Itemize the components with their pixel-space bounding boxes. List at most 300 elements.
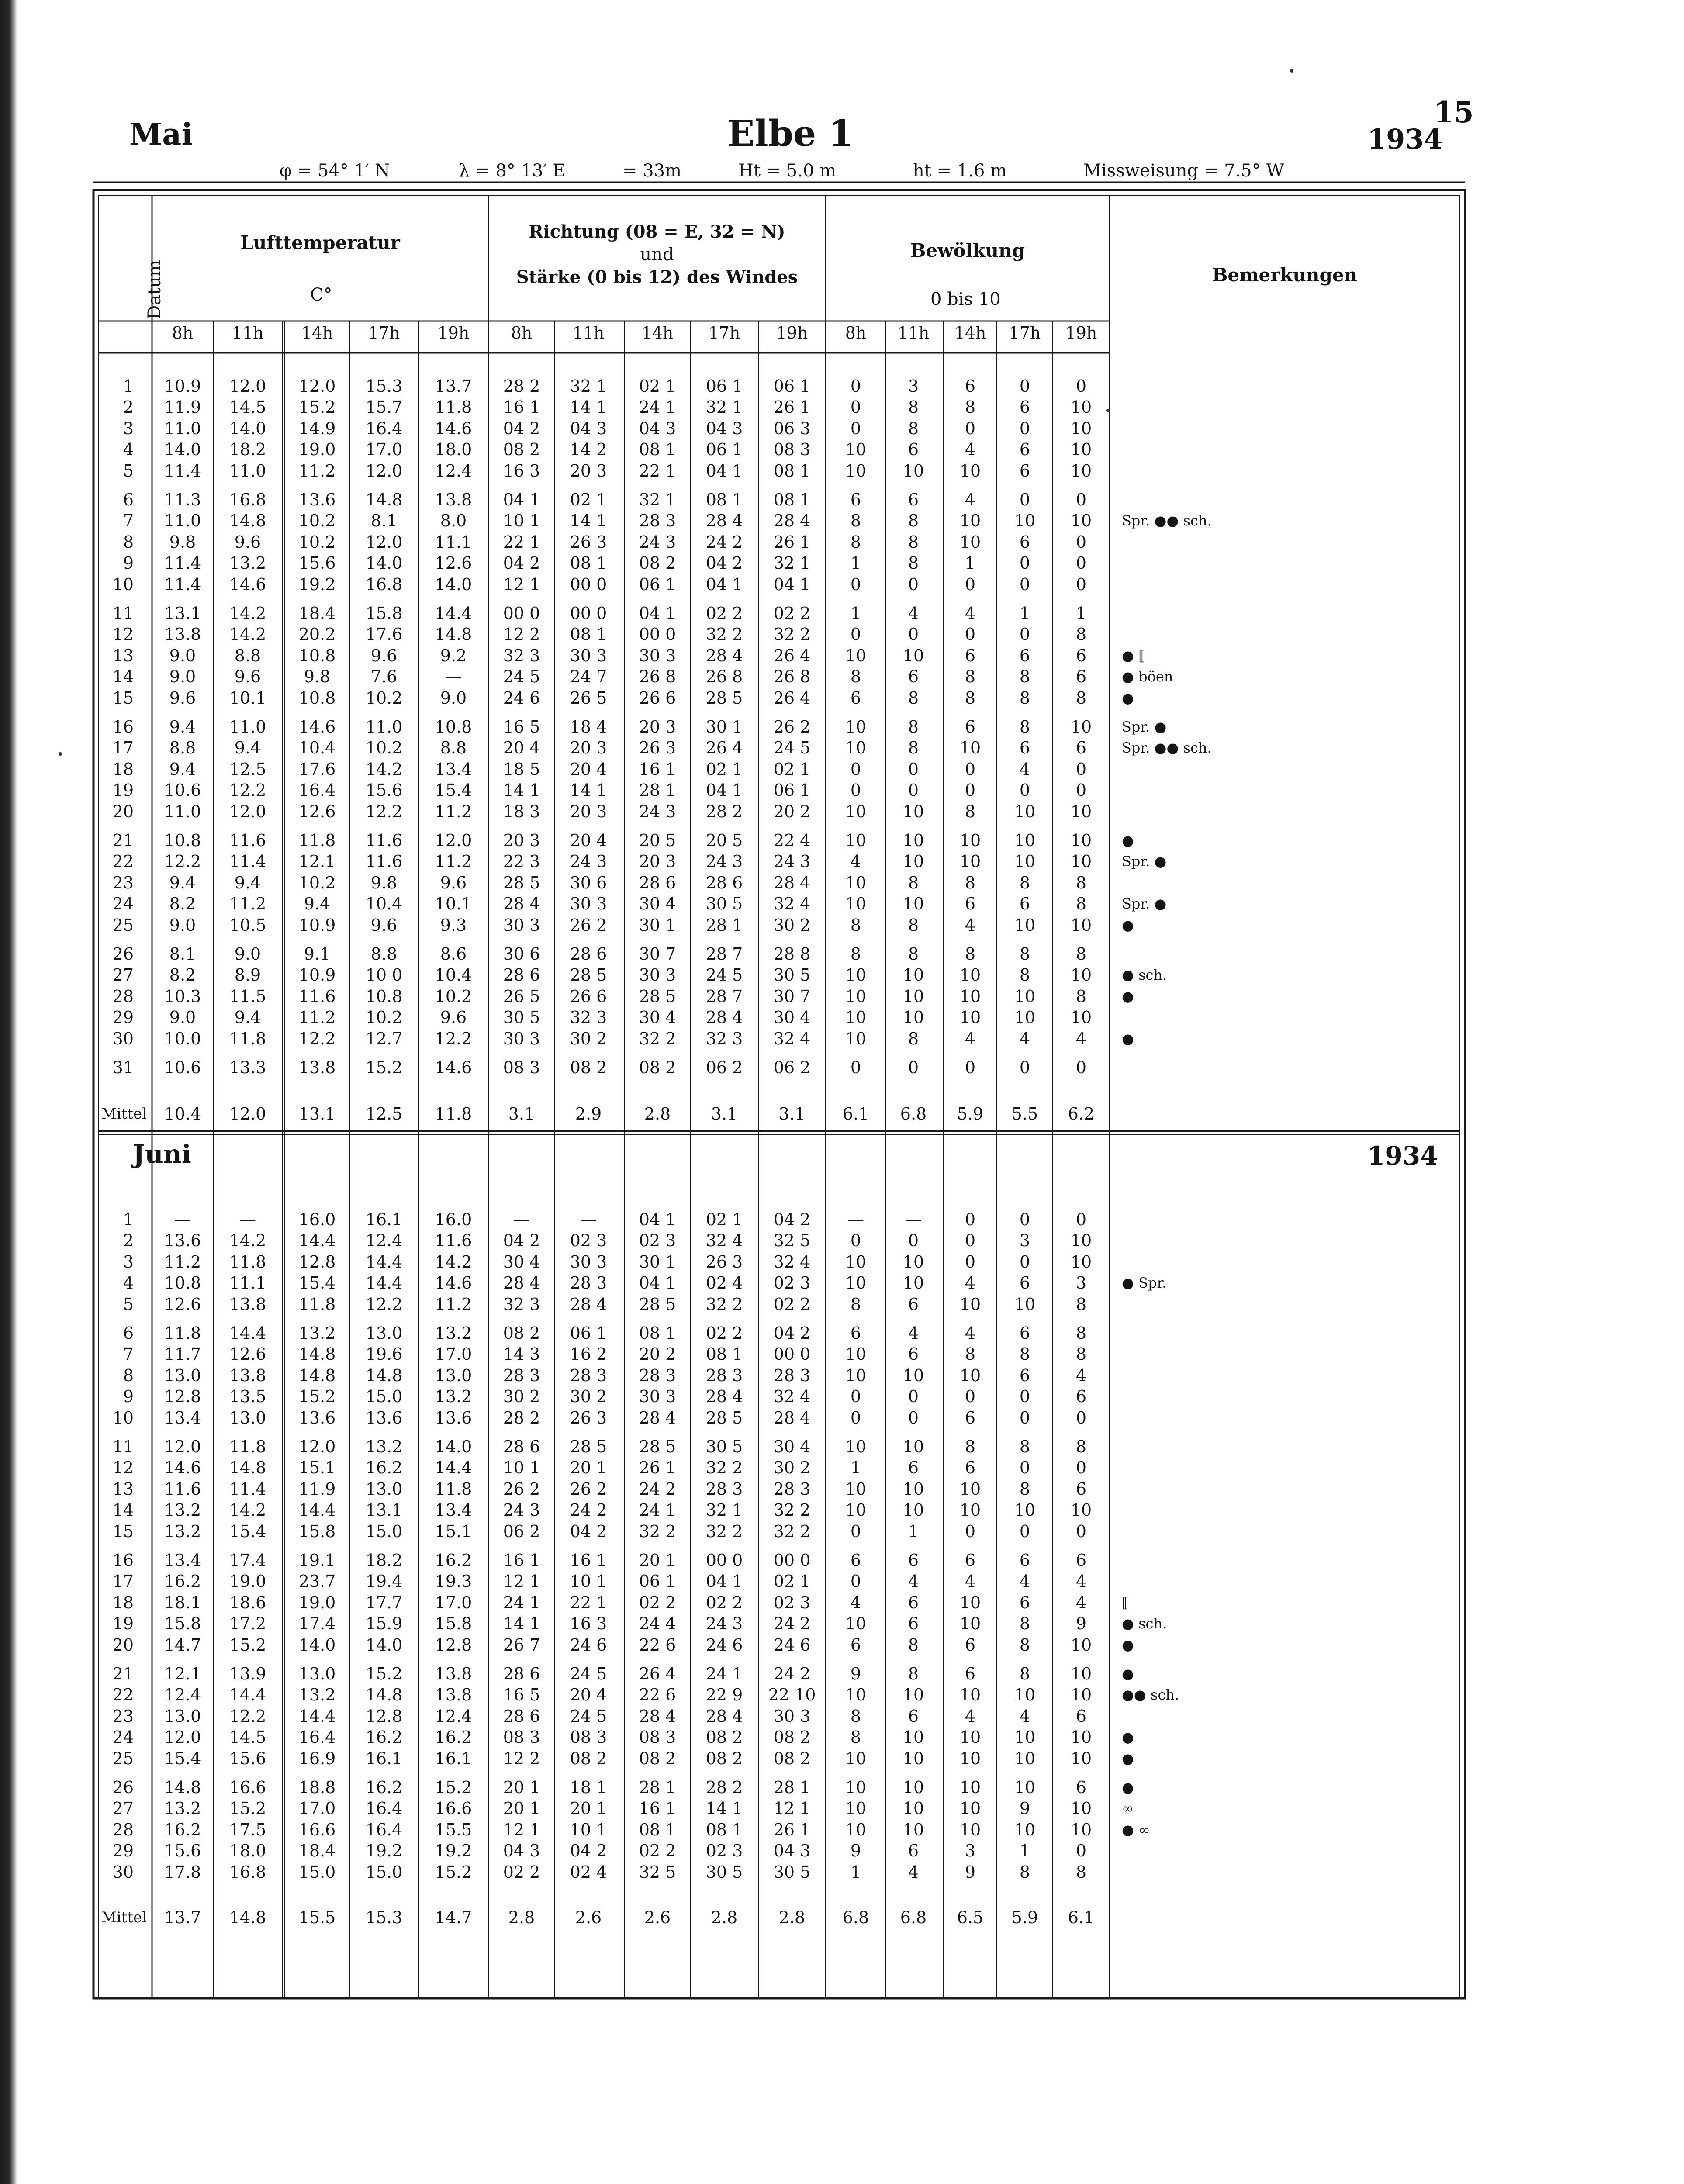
remark: ● bbox=[1122, 988, 1134, 1005]
datum-header: Datum bbox=[145, 260, 165, 319]
temp-8h: 13.4 bbox=[164, 1408, 201, 1427]
day-number: 3 bbox=[123, 418, 134, 438]
temp-17h: 16.2 bbox=[365, 1458, 403, 1478]
cloud-8h: 1 bbox=[850, 604, 861, 623]
wind-11h: 04 3 bbox=[570, 418, 607, 438]
cloud-8h: 0 bbox=[850, 1408, 861, 1427]
cloud-8h: 8 bbox=[850, 944, 861, 964]
cloud-8h: 0 bbox=[850, 1231, 861, 1251]
cloud-11h: 8 bbox=[908, 717, 919, 736]
wind-14h: 32 2 bbox=[639, 1521, 676, 1541]
cloud-17h: 10 bbox=[1014, 986, 1036, 1006]
temp-14h: 10.4 bbox=[298, 738, 336, 758]
cloud-8h: 10 bbox=[845, 1344, 867, 1364]
temp-11h: 9.4 bbox=[234, 1008, 261, 1027]
wind-19h: 08 2 bbox=[773, 1728, 811, 1747]
wind-11h: 16 1 bbox=[570, 1551, 607, 1570]
temp-8h: 11.4 bbox=[164, 574, 201, 594]
cloud-19h: 0 bbox=[1075, 1521, 1087, 1541]
wind-11h: 20 1 bbox=[570, 1458, 607, 1478]
day-number: 8 bbox=[123, 532, 134, 552]
wind-8h: 14 1 bbox=[503, 781, 540, 800]
wind-19h: 32 1 bbox=[773, 553, 811, 573]
mittel-cloud-14h: 5.9 bbox=[957, 1104, 984, 1123]
cloud-17h: 8 bbox=[1019, 873, 1030, 892]
wind-11h: 00 0 bbox=[570, 574, 607, 594]
day-number: 15 bbox=[112, 1521, 134, 1541]
cloud-11h: 6 bbox=[908, 1614, 919, 1634]
hour-header: 8h bbox=[172, 323, 194, 342]
wind-8h: 28 3 bbox=[503, 1365, 540, 1385]
cloud-14h: 8 bbox=[965, 688, 976, 708]
cloud-8h: 10 bbox=[845, 1029, 867, 1048]
cloud-8h: 8 bbox=[850, 1706, 861, 1726]
wind-8h: 02 2 bbox=[503, 1862, 540, 1882]
temp-14h: 15.6 bbox=[298, 553, 336, 573]
wind-17h: 02 2 bbox=[705, 1593, 743, 1612]
cloud-17h: 10 bbox=[1014, 802, 1036, 821]
cloud-19h: 0 bbox=[1075, 553, 1087, 573]
day-number: 7 bbox=[123, 511, 134, 531]
remark: ∞ bbox=[1122, 1800, 1134, 1817]
thermometer-height: ht = 1.6 m bbox=[913, 161, 1007, 181]
wind-19h: 28 4 bbox=[773, 1408, 811, 1427]
wind-8h: 22 3 bbox=[503, 852, 540, 871]
temp-11h: 9.4 bbox=[234, 873, 261, 892]
temp-11h: 18.0 bbox=[229, 1841, 266, 1861]
cloud-14h: 4 bbox=[965, 1029, 976, 1048]
temp-19h: 11.6 bbox=[435, 1231, 472, 1251]
cloud-8h: 6 bbox=[850, 1324, 861, 1343]
temp-8h: 13.8 bbox=[164, 625, 201, 644]
wind-8h: 28 4 bbox=[503, 894, 540, 914]
cloud-11h: 8 bbox=[908, 553, 919, 573]
cloud-8h: 9 bbox=[850, 1664, 861, 1683]
remark: ● bbox=[1122, 1729, 1134, 1746]
cloud-8h: 10 bbox=[845, 1799, 867, 1818]
cloud-19h: 10 bbox=[1070, 1252, 1092, 1272]
temp-17h: 13.6 bbox=[365, 1408, 403, 1427]
temp-14h: 13.6 bbox=[298, 1408, 336, 1427]
wind-14h: 30 4 bbox=[639, 894, 676, 914]
page-speck bbox=[1290, 69, 1293, 73]
temp-8h: 9.6 bbox=[169, 688, 196, 708]
wind-17h: 04 2 bbox=[705, 553, 743, 573]
wind-19h: 32 2 bbox=[773, 625, 811, 644]
wind-17h: 32 3 bbox=[705, 1029, 743, 1048]
temp-8h: 13.4 bbox=[164, 1551, 201, 1570]
temp-19h: 14.0 bbox=[435, 574, 472, 594]
wind-8h: 04 3 bbox=[503, 1841, 540, 1861]
temp-11h: 14.5 bbox=[229, 1728, 266, 1747]
wind-19h: 32 4 bbox=[773, 1387, 811, 1406]
cloud-14h: 6 bbox=[965, 1664, 976, 1683]
mittel-wind-8h: 3.1 bbox=[508, 1104, 535, 1123]
cloud-8h: 0 bbox=[850, 1521, 861, 1541]
temp-14h: 11.2 bbox=[298, 1008, 336, 1027]
cloud-8h: 10 bbox=[845, 1273, 867, 1293]
wind-19h: 28 3 bbox=[773, 1479, 811, 1499]
temp-19h: 11.8 bbox=[435, 397, 472, 417]
wind-14h: 16 1 bbox=[639, 1799, 676, 1818]
wind-19h: 24 5 bbox=[773, 738, 811, 758]
cloud-14h: 10 bbox=[959, 965, 981, 985]
cloud-19h: 6 bbox=[1075, 1551, 1087, 1570]
day-number: 28 bbox=[112, 986, 134, 1006]
wind-8h: 26 5 bbox=[503, 986, 540, 1006]
wind-14h: 28 4 bbox=[639, 1408, 676, 1427]
cloud-14h: 10 bbox=[959, 1479, 981, 1499]
day-number: 7 bbox=[123, 1344, 134, 1364]
cloud-19h: 6 bbox=[1075, 1479, 1087, 1499]
temp-11h: 14.4 bbox=[229, 1324, 266, 1343]
wind-17h: 00 0 bbox=[705, 1551, 743, 1570]
wind-8h: 30 5 bbox=[503, 1008, 540, 1027]
wind-17h: 02 2 bbox=[705, 1324, 743, 1343]
temp-11h: 12.6 bbox=[229, 1344, 266, 1364]
cloud-19h: 8 bbox=[1075, 1294, 1087, 1314]
cloud-8h: 0 bbox=[850, 1387, 861, 1406]
temp-17h: 12.2 bbox=[365, 802, 403, 821]
cloud-17h: 8 bbox=[1019, 1437, 1030, 1456]
cloud-19h: 10 bbox=[1070, 1728, 1092, 1747]
wind-11h: 32 1 bbox=[570, 377, 607, 396]
temp-11h: 13.2 bbox=[229, 553, 266, 573]
temp-11h: 11.8 bbox=[229, 1437, 266, 1456]
temp-17h: 14.2 bbox=[365, 759, 403, 779]
wind-8h: 28 6 bbox=[503, 1706, 540, 1726]
cloud-19h: 10 bbox=[1070, 1008, 1092, 1027]
wind-8h: 30 3 bbox=[503, 1029, 540, 1048]
cloud-14h: 10 bbox=[959, 831, 981, 850]
day-number: 17 bbox=[112, 1572, 134, 1591]
day-number: 3 bbox=[123, 1252, 134, 1272]
longitude: λ = 8° 13′ E bbox=[459, 161, 566, 181]
wind-17h: 02 2 bbox=[705, 604, 743, 623]
wind-direction-label: Richtung (08 = E, 32 = N) bbox=[529, 221, 785, 242]
wind-14h: 26 8 bbox=[639, 667, 676, 687]
day-number: 5 bbox=[123, 461, 134, 480]
hour-header: 19h bbox=[1065, 323, 1097, 342]
cloud-17h: 10 bbox=[1014, 511, 1036, 531]
wind-17h: 28 1 bbox=[705, 915, 743, 935]
temp-19h: 13.0 bbox=[435, 1365, 472, 1385]
remark: ● bbox=[1122, 1666, 1134, 1682]
wind-19h: 04 1 bbox=[773, 574, 811, 594]
wind-11h: 06 1 bbox=[570, 1324, 607, 1343]
wind-11h: 30 3 bbox=[570, 1252, 607, 1272]
temp-8h: 14.8 bbox=[164, 1778, 201, 1797]
wind-11h: 30 2 bbox=[570, 1387, 607, 1406]
day-number: 24 bbox=[112, 894, 134, 914]
wind-11h: 20 1 bbox=[570, 1799, 607, 1818]
cloud-14h: 8 bbox=[965, 397, 976, 417]
day-number: 19 bbox=[112, 781, 134, 800]
wind-19h: 28 8 bbox=[773, 944, 811, 964]
cloud-19h: 6 bbox=[1075, 1778, 1087, 1797]
day-number: 19 bbox=[112, 1614, 134, 1634]
wind-17h: 28 7 bbox=[705, 986, 743, 1006]
cloud-8h: 10 bbox=[845, 440, 867, 460]
wind-14h: 06 1 bbox=[639, 574, 676, 594]
cloud-8h: 10 bbox=[845, 1365, 867, 1385]
cloud-17h: 10 bbox=[1014, 1728, 1036, 1747]
wind-8h: 12 2 bbox=[503, 1749, 540, 1768]
wind-19h: 32 5 bbox=[773, 1231, 811, 1251]
hour-header: 8h bbox=[511, 323, 533, 342]
wind-11h: 20 4 bbox=[570, 759, 607, 779]
remark: ●● sch. bbox=[1122, 1686, 1179, 1704]
wind-11h: 00 0 bbox=[570, 604, 607, 623]
cloud-19h: 10 bbox=[1070, 831, 1092, 850]
wind-14h: 08 2 bbox=[639, 1058, 676, 1077]
temp-14h: 10.8 bbox=[298, 646, 336, 665]
wind-8h: 20 1 bbox=[503, 1778, 540, 1797]
wind-19h: 04 3 bbox=[773, 1841, 811, 1861]
temp-17h: 15.7 bbox=[365, 397, 403, 417]
cloud-19h: 10 bbox=[1070, 461, 1092, 480]
wind-8h: 32 3 bbox=[503, 1294, 540, 1314]
temp-17h: 17.7 bbox=[365, 1593, 403, 1612]
mittel-cloud-19h: 6.1 bbox=[1068, 1908, 1095, 1927]
wind-17h: 32 2 bbox=[705, 1458, 743, 1478]
wind-17h: 28 5 bbox=[705, 1408, 743, 1427]
wind-8h: 10 1 bbox=[503, 511, 540, 531]
remark: ● bbox=[1122, 689, 1134, 706]
wind-17h: 32 1 bbox=[705, 1500, 743, 1520]
wind-19h: 26 1 bbox=[773, 532, 811, 552]
cloud-17h: 8 bbox=[1019, 1344, 1030, 1364]
cloud-19h: 8 bbox=[1075, 688, 1087, 708]
temp-11h: 18.6 bbox=[229, 1593, 266, 1612]
temp-19h: 16.2 bbox=[435, 1728, 472, 1747]
cloud-14h: 6 bbox=[965, 894, 976, 914]
day-number: 12 bbox=[112, 625, 134, 644]
page-speck bbox=[1106, 409, 1110, 412]
cloud-8h: 6 bbox=[850, 1635, 861, 1655]
cloud-17h: 0 bbox=[1019, 553, 1030, 573]
temp-17h: 9.6 bbox=[370, 915, 398, 935]
day-number: 14 bbox=[112, 1500, 134, 1520]
hour-header: 14h bbox=[301, 323, 333, 342]
cloud-19h: 8 bbox=[1075, 1437, 1087, 1456]
mittel-temp-17h: 15.3 bbox=[365, 1908, 403, 1927]
mittel-cloud-17h: 5.5 bbox=[1011, 1104, 1038, 1123]
temp-17h: 18.2 bbox=[365, 1551, 403, 1570]
temp-11h: 17.2 bbox=[229, 1614, 266, 1634]
cloud-11h: 10 bbox=[903, 1500, 924, 1520]
mittel-cloud-19h: 6.2 bbox=[1068, 1104, 1095, 1123]
mittel-temp-17h: 12.5 bbox=[365, 1104, 403, 1123]
year-may: 1934 bbox=[1367, 123, 1443, 155]
wind-19h: 28 4 bbox=[773, 873, 811, 892]
wind-19h: 02 3 bbox=[773, 1273, 811, 1293]
wind-11h: 30 2 bbox=[570, 1029, 607, 1048]
day-number: 15 bbox=[112, 688, 134, 708]
temp-8h: 9.4 bbox=[169, 873, 196, 892]
wind-17h: 24 3 bbox=[705, 1614, 743, 1634]
temp-17h: 15.2 bbox=[365, 1058, 403, 1077]
mittel-temp-19h: 11.8 bbox=[435, 1104, 472, 1123]
wind-8h: 28 6 bbox=[503, 1664, 540, 1683]
cloud-17h: 6 bbox=[1019, 646, 1030, 665]
hour-header: 19h bbox=[776, 323, 808, 342]
cloud-19h: 10 bbox=[1070, 915, 1092, 935]
cloud-11h: 0 bbox=[908, 625, 919, 644]
cloud-19h: 10 bbox=[1070, 1685, 1092, 1705]
wind-17h: 04 1 bbox=[705, 574, 743, 594]
cloud-17h: 10 bbox=[1014, 831, 1036, 850]
temp-8h: 8.1 bbox=[169, 944, 196, 964]
month-title-june: Juni bbox=[133, 1139, 191, 1169]
temp-8h: 12.0 bbox=[164, 1728, 201, 1747]
cloud-17h: 10 bbox=[1014, 852, 1036, 871]
wind-14h: 20 1 bbox=[639, 1551, 676, 1570]
hour-header: 17h bbox=[368, 323, 400, 342]
cloud-17h: 8 bbox=[1019, 965, 1030, 985]
temp-19h: 11.2 bbox=[435, 1294, 472, 1314]
wind-19h: 08 1 bbox=[773, 461, 811, 480]
wind-header bbox=[488, 221, 826, 289]
wind-11h: 02 3 bbox=[570, 1231, 607, 1251]
day-number: 30 bbox=[112, 1029, 134, 1048]
temp-19h: 15.2 bbox=[435, 1862, 472, 1882]
temp-17h: 16.2 bbox=[365, 1778, 403, 1797]
temp-11h: 9.6 bbox=[234, 667, 261, 687]
wind-14h: 24 1 bbox=[639, 1500, 676, 1520]
wind-17h: 28 4 bbox=[705, 1706, 743, 1726]
temp-14h: 12.8 bbox=[298, 1252, 336, 1272]
wind-19h: 30 2 bbox=[773, 1458, 811, 1478]
cloud-19h: 8 bbox=[1075, 1344, 1087, 1364]
cloud-8h: 8 bbox=[850, 1728, 861, 1747]
cloud-11h: 10 bbox=[903, 1437, 924, 1456]
cloud-11h: 6 bbox=[908, 440, 919, 460]
wind-14h: 08 2 bbox=[639, 1749, 676, 1768]
wind-19h: 28 4 bbox=[773, 511, 811, 531]
wind-19h: 04 2 bbox=[773, 1210, 811, 1229]
temp-14h: 14.8 bbox=[298, 1365, 336, 1385]
wind-17h: 24 2 bbox=[705, 532, 743, 552]
wind-17h: 28 4 bbox=[705, 1008, 743, 1027]
wind-17h: 04 1 bbox=[705, 1572, 743, 1591]
temp-17h: 19.6 bbox=[365, 1344, 403, 1364]
wind-17h: 20 5 bbox=[705, 831, 743, 850]
cloud-14h: 10 bbox=[959, 1778, 981, 1797]
cloud-19h: 1 bbox=[1075, 604, 1087, 623]
day-number: 11 bbox=[112, 604, 134, 623]
bemerkungen-header: Bemerkungen bbox=[1212, 264, 1358, 286]
cloud-19h: 6 bbox=[1075, 1387, 1087, 1406]
wind-19h: 32 4 bbox=[773, 894, 811, 914]
temp-19h: 10.8 bbox=[435, 717, 472, 736]
wind-8h: 12 1 bbox=[503, 1820, 540, 1839]
temp-19h: 16.6 bbox=[435, 1799, 472, 1818]
temp-17h: 15.9 bbox=[365, 1614, 403, 1634]
temp-11h: 16.6 bbox=[229, 1778, 266, 1797]
cloud-17h: 0 bbox=[1019, 418, 1030, 438]
temp-11h: 11.2 bbox=[229, 894, 266, 914]
wind-19h: 30 2 bbox=[773, 915, 811, 935]
cloud-17h: 0 bbox=[1019, 1521, 1030, 1541]
temp-8h: 12.8 bbox=[164, 1387, 201, 1406]
temp-17h: 10.2 bbox=[365, 738, 403, 758]
cloud-17h: 10 bbox=[1014, 1778, 1036, 1797]
cloud-8h: 10 bbox=[845, 986, 867, 1006]
temp-19h: 11.2 bbox=[435, 802, 472, 821]
temp-17h: 9.6 bbox=[370, 646, 398, 665]
cloud-14h: 8 bbox=[965, 1344, 976, 1364]
day-number: 6 bbox=[123, 490, 134, 509]
day-number: 26 bbox=[112, 944, 134, 964]
temp-14h: 15.2 bbox=[298, 397, 336, 417]
cloud-17h: 10 bbox=[1014, 915, 1036, 935]
temp-19h: 13.2 bbox=[435, 1324, 472, 1343]
temp-11h: 11.6 bbox=[229, 831, 266, 850]
temp-19h: 15.5 bbox=[435, 1820, 472, 1839]
temp-14h: 19.0 bbox=[298, 440, 336, 460]
temp-11h: 13.8 bbox=[229, 1365, 266, 1385]
wind-8h: 16 1 bbox=[503, 397, 540, 417]
cloud-19h: 10 bbox=[1070, 717, 1092, 736]
wind-11h: 28 3 bbox=[570, 1365, 607, 1385]
latitude: φ = 54° 1′ N bbox=[280, 161, 390, 181]
wind-19h: 06 2 bbox=[773, 1058, 811, 1077]
page-speck bbox=[59, 752, 62, 756]
day-number: 9 bbox=[123, 553, 134, 573]
wind-14h: 28 4 bbox=[639, 1706, 676, 1726]
wind-11h: — bbox=[580, 1210, 597, 1229]
wind-19h: 32 4 bbox=[773, 1029, 811, 1048]
temp-17h: 17.6 bbox=[365, 625, 403, 644]
temp-19h: 14.0 bbox=[435, 1437, 472, 1456]
wind-8h: 08 2 bbox=[503, 440, 540, 460]
cloud-11h: 10 bbox=[903, 1820, 924, 1839]
wind-19h: 30 5 bbox=[773, 965, 811, 985]
wind-11h: 02 1 bbox=[570, 490, 607, 509]
cloud-17h: 6 bbox=[1019, 738, 1030, 758]
wind-11h: 10 1 bbox=[570, 1820, 607, 1839]
wind-8h: 14 1 bbox=[503, 1614, 540, 1634]
temp-8h: 9.0 bbox=[169, 1008, 196, 1027]
temp-11h: 15.6 bbox=[229, 1749, 266, 1768]
mittel-wind-11h: 2.9 bbox=[575, 1104, 602, 1123]
wind-11h: 24 2 bbox=[570, 1500, 607, 1520]
wind-8h: 26 2 bbox=[503, 1479, 540, 1499]
wind-19h: 24 6 bbox=[773, 1635, 811, 1655]
remark: Spr. ●● sch. bbox=[1122, 512, 1212, 529]
wind-14h: 04 3 bbox=[639, 418, 676, 438]
temp-17h: 10.8 bbox=[365, 986, 403, 1006]
wind-17h: 28 4 bbox=[705, 1387, 743, 1406]
wind-8h: 06 2 bbox=[503, 1521, 540, 1541]
wind-11h: 08 2 bbox=[570, 1749, 607, 1768]
wind-17h: 32 1 bbox=[705, 397, 743, 417]
mittel-temp-14h: 13.1 bbox=[298, 1104, 336, 1123]
temp-14h: 13.0 bbox=[298, 1664, 336, 1683]
temp-17h: 10 0 bbox=[365, 965, 403, 985]
cloud-14h: 6 bbox=[965, 646, 976, 665]
cloud-14h: 10 bbox=[959, 1614, 981, 1634]
month-title-may: Mai bbox=[129, 117, 193, 152]
cloud-19h: 10 bbox=[1070, 1664, 1092, 1683]
wind-14h: 28 5 bbox=[639, 1437, 676, 1456]
cloud-17h: 6 bbox=[1019, 1551, 1030, 1570]
cloud-8h: 6 bbox=[850, 490, 861, 509]
cloud-19h: 4 bbox=[1075, 1572, 1087, 1591]
remark: ● ∞ bbox=[1122, 1821, 1150, 1838]
wind-17h: 28 4 bbox=[705, 646, 743, 665]
